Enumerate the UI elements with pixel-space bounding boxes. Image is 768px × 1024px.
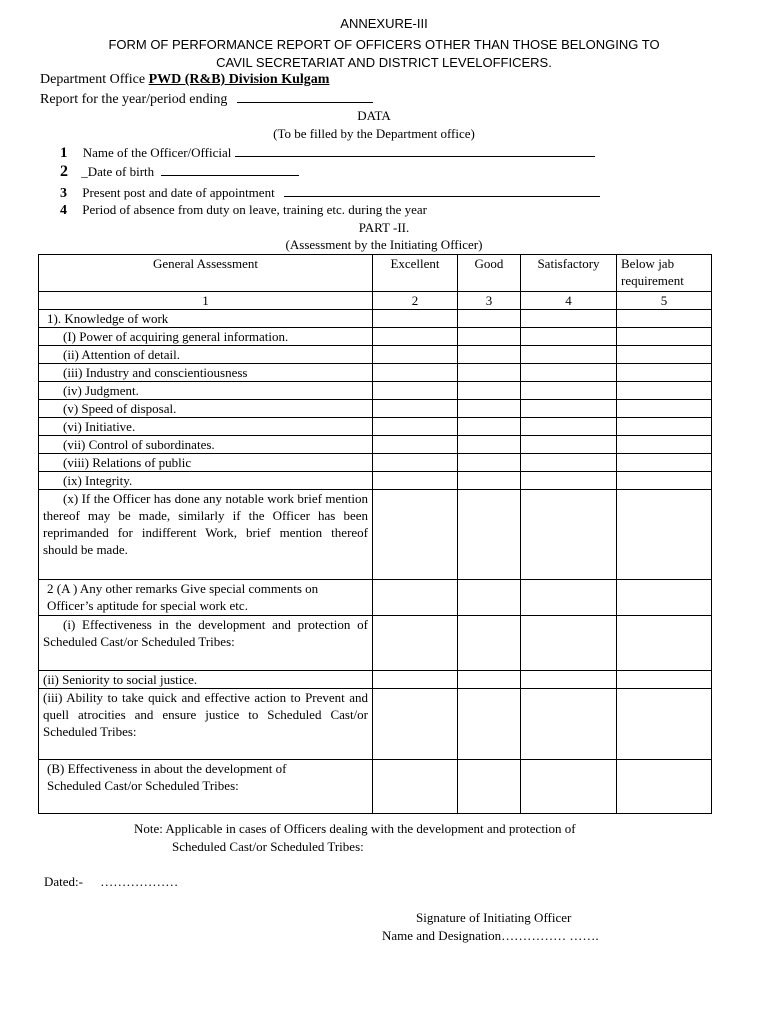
rating-cell[interactable] [617,436,712,454]
field-label: _Date of birth [81,164,155,179]
rating-cell[interactable] [373,382,458,400]
table-row [39,454,712,472]
rating-cell[interactable] [617,580,712,616]
column-number: 4 [521,292,617,310]
column-number: 2 [373,292,458,310]
department-value: PWD (R&B) Division Kulgam [148,72,330,87]
signature-label: Signature of Initiating Officer [416,910,572,925]
assessment-table [38,254,712,814]
rating-cell[interactable] [373,328,458,346]
row-label: (viii) Relations of public [39,454,373,472]
field-number: 4 [60,203,67,218]
table-row [39,328,712,346]
dob-line[interactable] [161,163,299,176]
note-line1: Note: Applicable in cases of Officers dealing with the development and protection of [134,821,576,836]
department-label: Department Office [40,72,149,87]
rating-cell[interactable] [373,418,458,436]
row-label: (x) If the Officer has done any notable work brief mention thereof may be made, similarly if the Officer has been reprimanded for indifferent Work, brief mention thereof should be made. [39,490,373,580]
rating-cell[interactable] [458,689,521,760]
part2-subtitle: (Assessment by the Initiating Officer) [285,237,483,252]
rating-cell[interactable] [521,400,617,418]
header-below-requirement: Below jab requirement [617,255,712,292]
rating-cell[interactable] [373,310,458,328]
rating-cell[interactable] [373,346,458,364]
table-row [39,400,712,418]
rating-cell[interactable] [373,689,458,760]
table-row [39,490,712,580]
rating-cell[interactable] [373,490,458,580]
table-row [39,346,712,364]
header-general-assessment: General Assessment [39,255,373,292]
field-label: Name of the Officer/Official [82,145,232,160]
dated-value[interactable]: ……………… [100,874,179,889]
row-label: 1). Knowledge of work [39,310,373,328]
table-header-row [39,255,712,292]
row-label: (iii) Industry and conscientiousness [39,364,373,382]
department-row [40,72,329,88]
table-row [39,382,712,400]
table-row [39,364,712,382]
rating-cell[interactable] [521,328,617,346]
rating-cell[interactable] [521,418,617,436]
rating-cell[interactable] [373,580,458,616]
rating-cell[interactable] [458,580,521,616]
table-row [39,671,712,689]
rating-cell[interactable] [617,400,712,418]
row-label: 2 (A ) Any other remarks Give special comments on Officer’s aptitude for special work etc. [39,580,373,616]
field-label: Present post and date of appointment [82,185,275,200]
rating-cell[interactable] [521,346,617,364]
report-period-row [40,90,373,108]
rating-cell[interactable] [458,364,521,382]
row-label: (vi) Initiative. [39,418,373,436]
table-row [39,472,712,490]
rating-cell[interactable] [617,310,712,328]
row-label: (ix) Integrity. [39,472,373,490]
table-row [39,580,712,616]
report-period-line[interactable] [237,90,373,103]
rating-cell[interactable] [617,760,712,814]
row-label: (vii) Control of subordinates. [39,436,373,454]
row-label: (ii) Attention of detail. [39,346,373,364]
form-title-line1: FORM OF PERFORMANCE REPORT OF OFFICERS OTHER THAN THOSE BELONGING TO [108,37,660,52]
rating-cell[interactable] [521,671,617,689]
rating-cell[interactable] [521,436,617,454]
row-label: (v) Speed of disposal. [39,400,373,418]
table-row [39,418,712,436]
rating-cell[interactable] [373,454,458,472]
column-number: 3 [458,292,521,310]
table-row [39,616,712,671]
row-label: (iii) Ability to take quick and effective action to Prevent and quell atrocities and ensure justice to Scheduled Cast/or Scheduled Tribes: [39,689,373,760]
rating-cell[interactable] [458,400,521,418]
rating-cell[interactable] [373,436,458,454]
rating-cell[interactable] [458,671,521,689]
rating-cell[interactable] [617,418,712,436]
rating-cell[interactable] [617,328,712,346]
rating-cell[interactable] [458,346,521,364]
rating-cell[interactable] [521,580,617,616]
name-designation-label: Name and Designation…………… ……. [382,928,599,943]
data-title: DATA [357,108,391,123]
field-dob [60,163,299,181]
row-label: (B) Effectiveness in about the development of Scheduled Cast/or Scheduled Tribes: [39,760,373,814]
table-row [39,310,712,328]
rating-cell[interactable] [617,346,712,364]
row-label: (ii) Seniority to social justice. [39,671,373,689]
column-number: 5 [617,292,712,310]
dated-row [44,874,178,890]
post-line[interactable] [284,184,600,197]
rating-cell[interactable] [521,454,617,472]
rating-cell[interactable] [458,760,521,814]
header-satisfactory: Satisfactory [521,255,617,292]
table-row [39,436,712,454]
row-label: (iv) Judgment. [39,382,373,400]
rating-cell[interactable] [458,454,521,472]
rating-cell[interactable] [521,760,617,814]
data-subtitle: (To be filled by the Department office) [273,126,475,141]
rating-cell[interactable] [458,418,521,436]
rating-cell[interactable] [617,382,712,400]
rating-cell[interactable] [373,760,458,814]
header-good: Good [458,255,521,292]
rating-cell[interactable] [458,436,521,454]
row-label: (i) Effectiveness in the development and protection of Scheduled Cast/or Scheduled Tribes: [39,616,373,671]
rating-cell[interactable] [373,616,458,671]
rating-cell[interactable] [521,472,617,490]
rating-cell[interactable] [458,382,521,400]
field-post [60,184,600,202]
field-number: 1 [60,145,68,161]
table-row [39,760,712,814]
part2-title: PART -II. [358,220,410,235]
rating-cell[interactable] [617,689,712,760]
name-line[interactable] [235,144,595,157]
annexure-label: ANNEXURE-III [340,16,428,31]
field-number: 3 [60,186,67,201]
field-number: 2 [60,163,68,180]
table-row [39,689,712,760]
rating-cell[interactable] [617,671,712,689]
form-title-line2: CAVIL SECRETARIAT AND DISTRICT LEVELOFFICERS. [216,55,552,70]
rating-cell[interactable] [458,310,521,328]
row-label: (I) Power of acquiring general information. [39,328,373,346]
column-number: 1 [39,292,373,310]
rating-cell[interactable] [458,616,521,671]
rating-cell[interactable] [617,364,712,382]
report-period-label: Report for the year/period ending [40,92,228,107]
field-name [60,144,595,162]
rating-cell[interactable] [617,490,712,580]
rating-cell[interactable] [521,382,617,400]
rating-cell[interactable] [521,616,617,671]
field-label: Period of absence from duty on leave, training etc. during the year [82,202,427,217]
rating-cell[interactable] [373,364,458,382]
note-line2: Scheduled Cast/or Scheduled Tribes: [172,839,364,854]
header-excellent: Excellent [373,255,458,292]
field-absence [60,202,427,219]
dated-label: Dated:- [44,874,83,889]
rating-cell[interactable] [521,364,617,382]
rating-cell[interactable] [617,454,712,472]
rating-cell[interactable] [521,490,617,580]
rating-cell[interactable] [458,328,521,346]
rating-cell[interactable] [617,472,712,490]
rating-cell[interactable] [373,400,458,418]
rating-cell[interactable] [373,472,458,490]
rating-cell[interactable] [521,689,617,760]
rating-cell[interactable] [458,490,521,580]
rating-cell[interactable] [458,472,521,490]
column-number-row [39,292,712,310]
rating-cell[interactable] [373,671,458,689]
rating-cell[interactable] [521,310,617,328]
rating-cell[interactable] [617,616,712,671]
